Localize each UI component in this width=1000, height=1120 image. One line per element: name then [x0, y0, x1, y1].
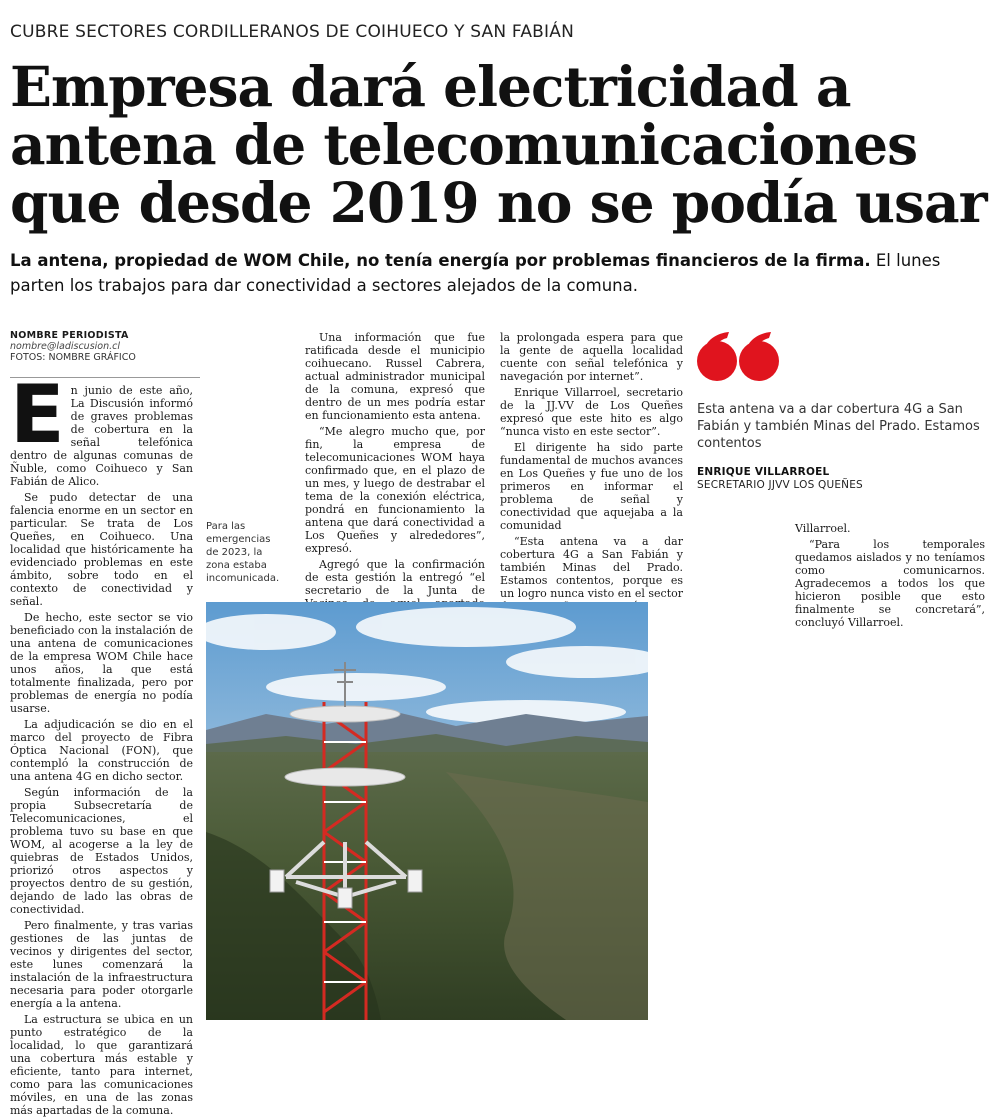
- byline-email[interactable]: nombre@ladiscusion.cl: [10, 341, 120, 352]
- paragraph: “Para los temporales quedamos aislados y no teníamos como comunicarnos. Agradecemos a todos los que hicieron posible que esto finalmente se concretará”, concluyó Villarroel.: [795, 538, 985, 629]
- article-headline: Empresa dará electricidad a antena de telecomunicaciones que desde 2019 no se podía usar: [10, 54, 987, 235]
- paragraph: “Me alegro mucho que, por fin, la empresa de telecomunicaciones WOM haya confirmado que, en el plazo de un mes, y luego de destrabar el tema de la conexión eléctrica, pondrá en funcionamiento la antena que dará conectividad a Los Queñes y alrededores”, expresó.: [305, 425, 485, 555]
- lead-rest: El lunes parten los trabajos para dar conectividad a sectores alejados de la comuna.: [10, 251, 941, 295]
- paragraph: [10, 368, 193, 488]
- paragraph: Enrique Villarroel, secretario de la JJ.VV de Los Queñes expresó que este hito es algo “nunca visto en este sector”.: [500, 386, 683, 438]
- lead-bold: La antena, propiedad de WOM Chile, no tenía energía por problemas financieros de la firma.: [10, 251, 871, 270]
- antenna-photo: [206, 602, 648, 1020]
- paragraph: “Esta antena va a dar cobertura 4G a San Fabián y también Minas del Prado. Estamos contentos, porque es un logro nunca visto en el sector: [500, 535, 683, 600]
- pullquote-role: SECRETARIO JJVV LOS QUEÑES: [697, 479, 863, 491]
- paragraph: El dirigente ha sido parte fundamental de muchos avances en Los Queñes y fue uno de los primeros en informar el problema de señal y conectividad que aquejaba a la comunidad: [500, 441, 683, 532]
- antenna-landscape-illustration: [206, 602, 648, 1020]
- paragraph: Agregó que la confirmación de esta gestión la entregó “el secretario de la Junta de: [305, 558, 485, 597]
- paragraph: Pero finalmente, y tras varias gestiones de las juntas de vecinos y dirigentes del sector, este lunes comenzará la instalación de la infraestructura necesaria para poder otorgarle energía a la antena.: [10, 919, 193, 1010]
- body-column-1: [10, 368, 193, 1120]
- body-column-3: [500, 331, 683, 616]
- paragraph: Una información que fue ratificada desde el municipio coihuecano. Russel Cabrera, actual administrador municipal de la comuna, expresó que dentro de un mes podría estar en funcionamiento esta antena.: [305, 331, 485, 422]
- paragraph: La estructura se ubica en un punto estratégico de la localidad, lo que garantizará una cobertura más estable y eficiente, tanto para internet, como para las comunicaciones móviles, en una de las zonas más apartadas de la comuna.: [10, 1013, 193, 1117]
- article-kicker: CUBRE SECTORES CORDILLERANOS DE COIHUECO Y SAN FABIÁN: [10, 22, 574, 42]
- byline-photos: FOTOS: NOMBRE GRÁFICO: [10, 352, 136, 363]
- pullquote-text: Esta antena va a dar cobertura 4G a San Fabián y también Minas del Prado. Estamos contentos: [697, 402, 980, 451]
- paragraph: La adjudicación se dio en el marco del proyecto de Fibra Óptica Nacional (FON), que contempló la construcción de una antena 4G en dicho sector.: [10, 718, 193, 783]
- photo-caption: Para las emergencias de 2023, la zona estaba incomunicada.: [206, 521, 280, 584]
- byline-name: NOMBRE PERIODISTA: [10, 330, 129, 341]
- paragraph: De hecho, este sector se vio beneficiado con la instalación de una antena de comunicaciones de la empresa WOM Chile hace unos años, la que está totalmente finalizada, pero por problemas de energía no podía usarse.: [10, 611, 193, 715]
- pullquote-name: ENRIQUE VILLARROEL: [697, 466, 830, 478]
- quote-marks-icon: [697, 332, 787, 382]
- paragraph: Según información de la propia Subsecretaría de Telecomunicaciones, el problema tuvo su base en que WOM, al acogerse a la ley de quiebras de Estados Unidos, priorizó otros aspectos y proyectos dentro de su gestión, dejando de lado las obras de conectividad.: [10, 786, 193, 916]
- paragraph: la prolongada espera para que la gente de aquella localidad cuente con señal telefónica y navegación por internet”.: [500, 331, 683, 383]
- paragraph: Villarroel.: [795, 522, 851, 535]
- drop-cap: E: [10, 368, 65, 461]
- body-column-4: [795, 522, 985, 632]
- article-lead: [10, 248, 990, 298]
- paragraph: Se pudo detectar de una falencia enorme en un sector en particular. Se trata de Los Queñes, en Coihueco. Una localidad que históricamente ha evidenciado problemas en este ámbito, sobre todo en el contexto de conectividad y señal.: [10, 491, 193, 608]
- paragraph-text: n junio de este año, La Discusión informó de graves problemas de cobertura en la señal telefónica dentro de algunas comunas de Ñuble, como Coihueco y San Fabián de Alico.: [10, 384, 193, 488]
